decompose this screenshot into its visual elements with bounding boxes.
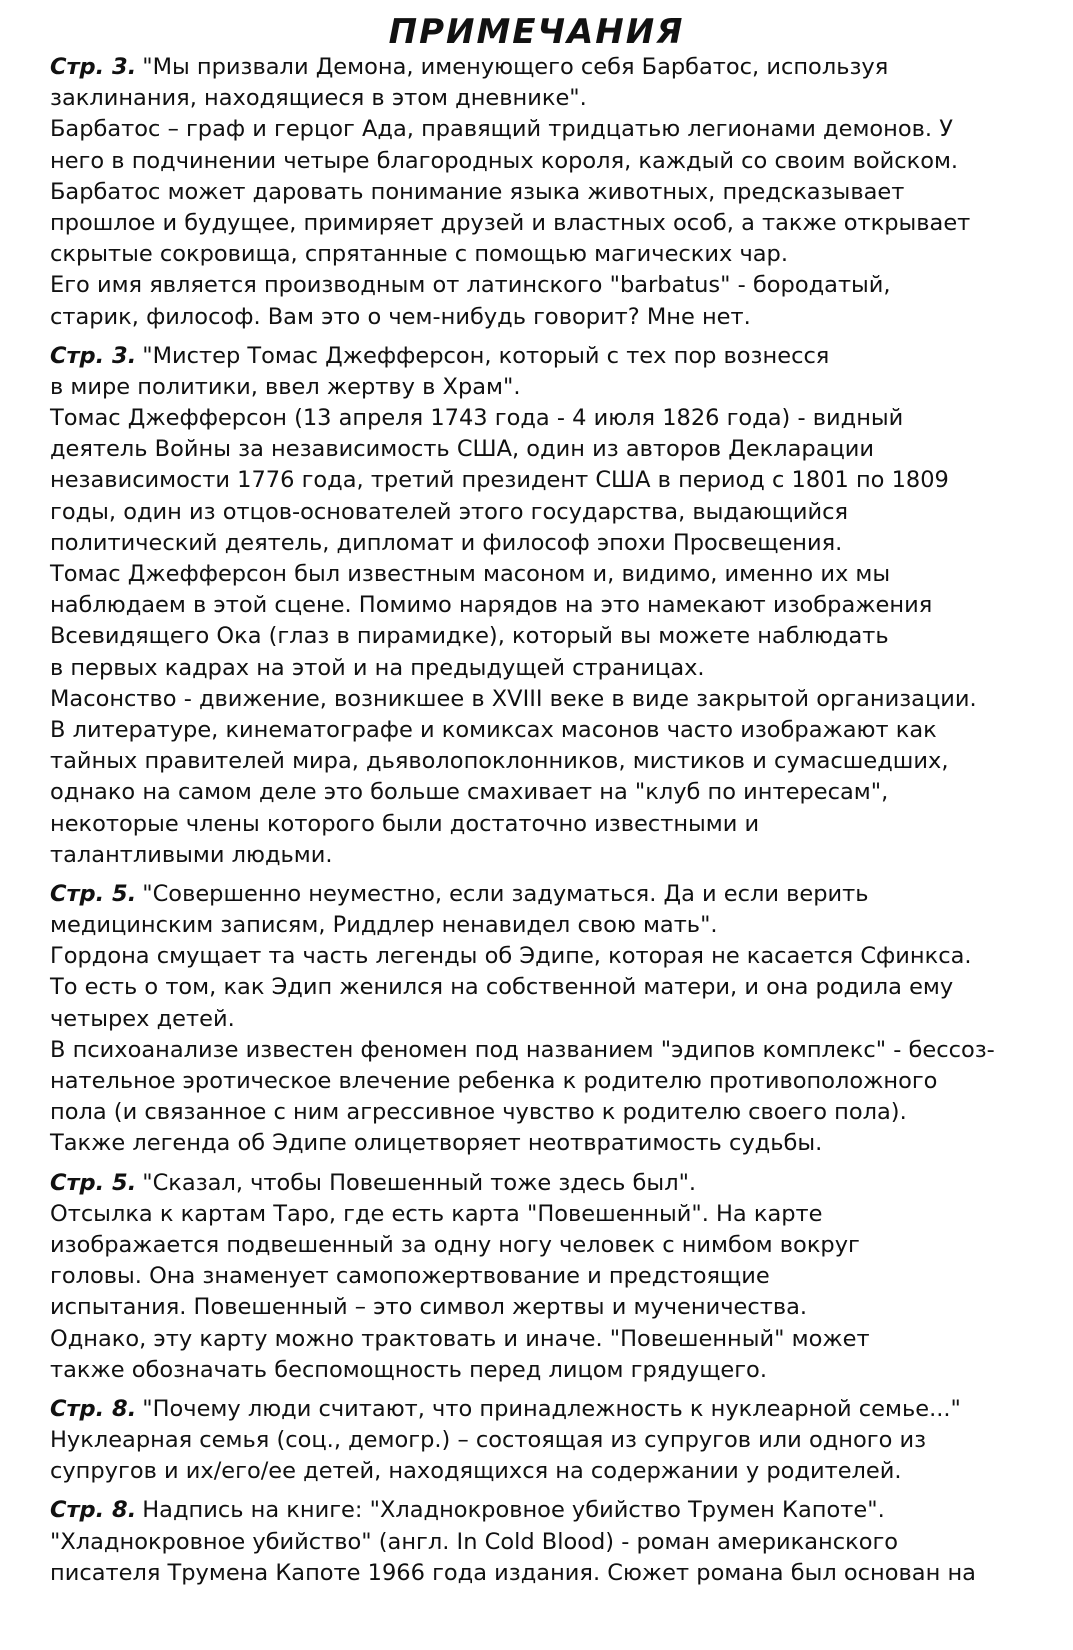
note-line: медицинским записям, Риддлер ненавидел свою мать". xyxy=(50,912,718,939)
note-line: испытания. Повешенный – это символ жертвы и мученичества. xyxy=(50,1294,808,1321)
note-line: изображается подвешенный за одну ногу человек с нимбом вокруг xyxy=(50,1231,860,1258)
note-text: "Совершенно неуместно, если задуматься. Да и если верить xyxy=(142,880,869,907)
page-title: ПРИМЕЧАНИЯ xyxy=(388,12,685,52)
note-line: Также легенда об Эдипе олицетворяет неотвратимость судьбы. xyxy=(50,1130,823,1157)
note-text: "Мистер Томас Джефферсон, который с тех пор вознесся xyxy=(142,342,830,369)
note-line: головы. Она знаменует самопожертвование и предстоящие xyxy=(50,1263,770,1290)
page-reference: Стр. 8. xyxy=(50,1497,137,1524)
note-line: Томас Джефферсон (13 апреля 1743 года - 4 июля 1826 года) - видный xyxy=(50,405,904,432)
note-line: Всевидящего Ока (глаз в пирамидке), который вы можете наблюдать xyxy=(50,623,889,650)
note-line: талантливыми людьми. xyxy=(50,841,333,868)
note-line: него в подчинении четыре благородных короля, каждый со своим войском. xyxy=(50,147,959,174)
note-text: "Почему люди считают, что принадлежность к нуклеарной семье..." xyxy=(142,1395,961,1422)
note-line: некоторые члены которого были достаточно известными и xyxy=(50,810,760,837)
note-line: В литературе, кинематографе и комиксах масонов часто изображают как xyxy=(50,716,937,743)
note-line: заклинания, находящиеся в этом дневнике". xyxy=(50,85,587,112)
note-text: "Сказал, чтобы Повешенный тоже здесь был". xyxy=(142,1169,697,1196)
note-line: деятель Войны за независимость США, один из авторов Декларации xyxy=(50,436,875,463)
note-line: Томас Джефферсон был известным масоном и, видимо, именно их мы xyxy=(50,561,891,587)
note-line: тайных правителей мира, дьяволопоклонников, мистиков и сумасшедших, xyxy=(50,748,949,775)
note-line: Гордона смущает та часть легенды об Эдипе, которая не касается Сфинкса. xyxy=(50,943,972,970)
note-item xyxy=(50,1394,1060,1488)
note-text: "Мы призвали Демона, именующего себя Барбатос, используя xyxy=(142,54,889,80)
note-line: наблюдаем в этой сцене. Помимо нарядов на это намекают изображения xyxy=(50,592,933,619)
note-line: нательное эротическое влечение ребенка к родителю противоположного xyxy=(50,1068,938,1094)
note-line: писателя Трумена Капоте 1966 года издания. Сюжет романа был основан на xyxy=(50,1559,976,1586)
note-line xyxy=(50,1168,1060,1199)
note-text: Надпись на книге: "Хладнокровное убийство Трумен Капоте". xyxy=(142,1497,885,1524)
note-line: "Хладнокровное убийство" (англ. In Cold Blood) - роман американского xyxy=(50,1528,899,1555)
note-line: независимости 1776 года, третий президент США в период с 1801 по 1809 xyxy=(50,467,949,494)
page-reference: Стр. 5. xyxy=(50,880,137,907)
page-reference: Стр. 3. xyxy=(50,54,137,80)
note-line: Отсылка к картам Таро, где есть карта "Повешенный". На карте xyxy=(50,1200,823,1227)
note-line: старик, философ. Вам это о чем-нибудь говорит? Мне нет. xyxy=(50,303,751,330)
note-line: Масонство - движение, возникшее в XVIII веке в виде закрытой организации. xyxy=(50,685,977,712)
page-reference: Стр. 8. xyxy=(50,1395,137,1422)
note-item xyxy=(50,341,1060,871)
note-line xyxy=(50,1394,1060,1425)
note-line: политический деятель, дипломат и философ эпохи Просвещения. xyxy=(50,529,843,556)
note-line: годы, один из отцов-основателей этого государства, выдающийся xyxy=(50,498,849,525)
note-item xyxy=(50,879,1060,1160)
note-line: В психоанализе известен феномен под названием "эдипов комплекс" - бессоз- xyxy=(50,1036,995,1063)
note-line: Барбатос – граф и герцог Ада, правящий тридцатью легионами демонов. У xyxy=(50,116,953,143)
note-line: Его имя является производным от латинского "barbatus" - бородатый, xyxy=(50,272,891,299)
note-line: пола (и связанное с ним агрессивное чувство к родителю своего пола). xyxy=(50,1099,907,1126)
note-line xyxy=(50,879,1060,910)
note-line xyxy=(50,52,1060,83)
note-line: То есть о том, как Эдип женился на собственной матери, и она родила ему xyxy=(50,974,954,1001)
note-line: однако на самом деле это больше смахивает на "клуб по интересам", xyxy=(50,779,889,806)
note-line: супругов и их/его/ее детей, находящихся на содержании у родителей. xyxy=(50,1458,902,1485)
note-line: скрытые сокровища, спрятанные с помощью магических чар. xyxy=(50,241,788,268)
note-item xyxy=(50,52,1060,333)
page-reference: Стр. 3. xyxy=(50,342,137,369)
note-line: в первых кадрах на этой и на предыдущей страницах. xyxy=(50,654,705,681)
notes-list xyxy=(50,52,1060,1591)
note-line xyxy=(50,1495,1060,1526)
note-line: в мире политики, ввел жертву в Храм". xyxy=(50,373,521,400)
note-line: Барбатос может даровать понимание языка животных, предсказывает xyxy=(50,178,905,205)
note-line: Однако, эту карту можно трактовать и иначе. "Повешенный" может xyxy=(50,1325,870,1352)
note-line: прошлое и будущее, примиряет друзей и властных особ, а также открывает xyxy=(50,209,971,236)
note-item xyxy=(50,1495,1060,1589)
note-item xyxy=(50,1168,1060,1386)
note-line: также обозначать беспомощность перед лицом грядущего. xyxy=(50,1356,767,1383)
note-line: Нуклеарная семья (соц., демогр.) – состоящая из супругов или одного из xyxy=(50,1427,927,1454)
note-line: четырех детей. xyxy=(50,1005,235,1032)
note-line xyxy=(50,341,1060,372)
page-reference: Стр. 5. xyxy=(50,1169,137,1196)
